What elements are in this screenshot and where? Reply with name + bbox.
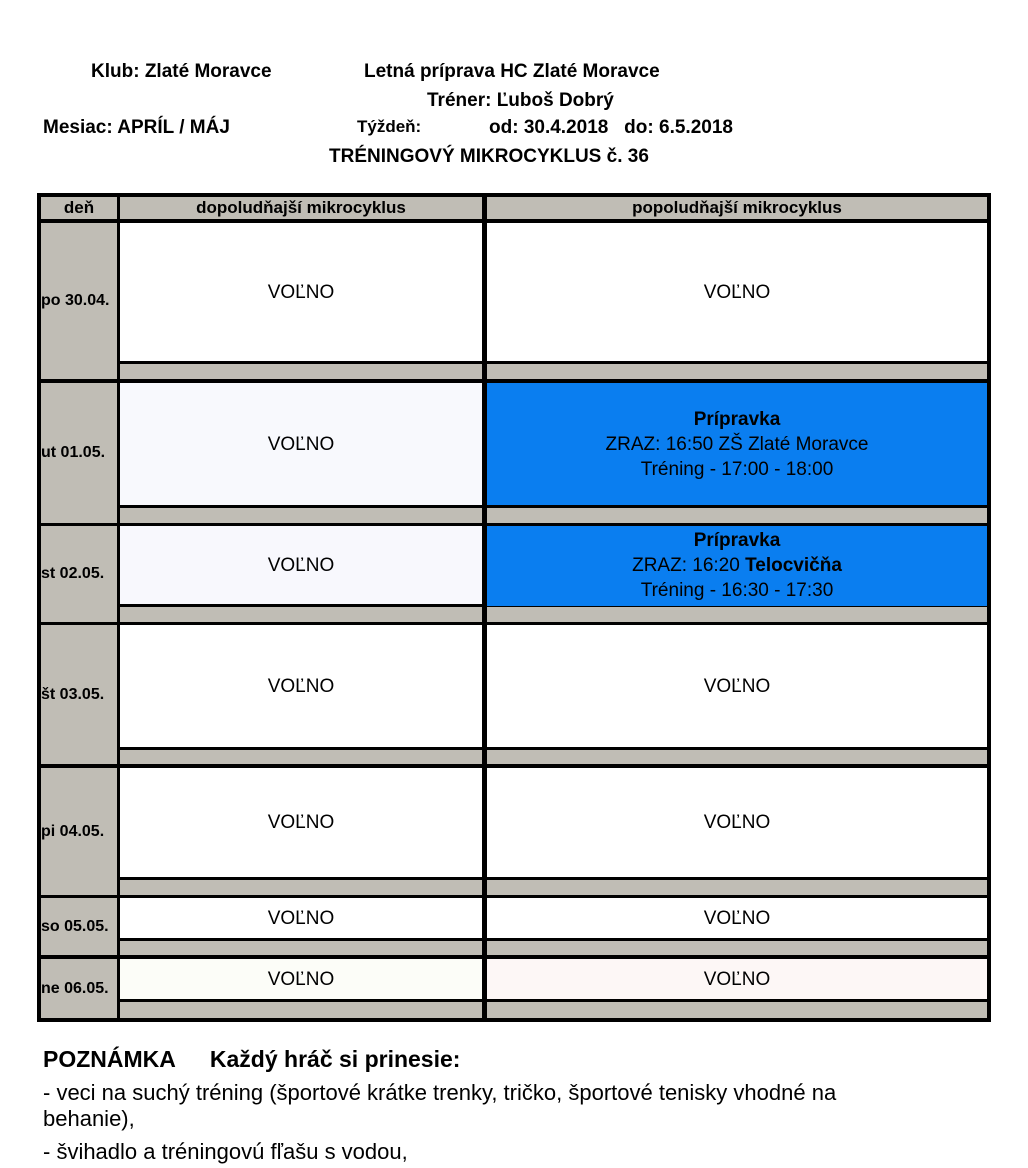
day-label: ne 06.05. (41, 979, 109, 997)
day-cell (41, 898, 117, 955)
day-label: po 30.04. (41, 292, 110, 309)
morning-cell (120, 383, 482, 505)
afternoon-training-cell (487, 383, 987, 505)
row-strip (120, 880, 482, 895)
day-label: ut 01.05. (41, 444, 106, 461)
day-cell (41, 526, 117, 622)
row-strip (120, 1002, 482, 1018)
day-cell (41, 768, 117, 895)
day-cell (41, 625, 117, 764)
day-label: st 02.05. (41, 565, 105, 582)
afternoon-training-cell (487, 526, 987, 606)
afternoon-cell (487, 959, 987, 999)
note-label: POZNÁMKA (43, 1046, 176, 1072)
training-title: Prípravka (693, 408, 781, 430)
col-header-day: deň (41, 197, 117, 219)
venue-name: Telocvičňa (745, 555, 842, 576)
training-time: Tréning - 16:30 - 17:30 (640, 580, 834, 601)
morning-cell (120, 526, 482, 604)
activity-text: VOĽNO (267, 907, 335, 929)
note-line: - švihadlo a tréningovú fľašu s vodou, (43, 1139, 408, 1164)
afternoon-cell (487, 768, 987, 877)
activity-text: VOĽNO (703, 968, 771, 990)
day-cell (41, 959, 117, 1018)
afternoon-cell (487, 898, 987, 938)
activity-text: VOĽNO (703, 281, 771, 303)
row-strip (487, 750, 987, 764)
morning-cell (120, 625, 482, 747)
row-strip (120, 508, 482, 523)
col-header-afternoon: popoludňajší mikrocyklus (487, 197, 987, 219)
afternoon-cell (487, 625, 987, 747)
club-label: Klub: Zlaté Moravce (91, 61, 272, 82)
camp-title: Letná príprava HC Zlaté Moravce (364, 61, 660, 82)
row-strip (487, 1002, 987, 1018)
training-title: Prípravka (693, 530, 781, 551)
meeting-info: ZRAZ: 16:20 Telocvičňa (632, 555, 842, 576)
row-strip (487, 941, 987, 955)
month-label: Mesiac: APRÍL / MÁJ (43, 117, 230, 138)
note-heading (43, 1046, 460, 1072)
day-label: so 05.05. (41, 917, 109, 935)
activity-text: VOĽNO (267, 554, 335, 576)
row-strip (487, 607, 987, 622)
training-time: Tréning - 17:00 - 18:00 (640, 458, 834, 480)
day-label: pi 04.05. (41, 822, 105, 840)
row-strip (487, 880, 987, 895)
activity-text: VOĽNO (703, 907, 771, 929)
week-range: od: 30.4.2018 do: 6.5.2018 (489, 117, 733, 138)
morning-cell (120, 768, 482, 877)
row-strip (487, 364, 987, 379)
activity-text: VOĽNO (267, 675, 335, 697)
coach-label: Tréner: Ľuboš Dobrý (427, 90, 614, 111)
activity-text: VOĽNO (267, 281, 335, 303)
row-strip (120, 750, 482, 764)
activity-text: VOĽNO (703, 675, 771, 697)
activity-text: VOĽNO (267, 968, 335, 990)
morning-cell (120, 223, 482, 361)
row-strip (487, 508, 987, 523)
activity-text: VOĽNO (267, 433, 335, 455)
row-strip (120, 364, 482, 379)
row-strip (120, 941, 482, 955)
note-line: behanie), (43, 1106, 135, 1131)
morning-cell (120, 898, 482, 938)
activity-text: VOĽNO (267, 812, 335, 833)
morning-cell (120, 959, 482, 999)
note-line: - veci na suchý tréning (športové krátke trenky, tričko, športové tenisky vhodné na (43, 1080, 837, 1105)
row-strip (120, 607, 482, 622)
activity-text: VOĽNO (703, 812, 771, 833)
afternoon-cell (487, 223, 987, 361)
day-cell (41, 223, 117, 379)
meeting-info: ZRAZ: 16:50 ZŠ Zlaté Moravce (605, 433, 869, 455)
day-cell (41, 383, 117, 523)
day-label: št 03.05. (41, 685, 105, 703)
microcycle-title: TRÉNINGOVÝ MIKROCYKLUS č. 36 (329, 146, 649, 167)
note-intro: Každý hráč si prinesie: (209, 1046, 461, 1072)
week-label: Týždeň: (357, 117, 422, 136)
schedule-table (37, 193, 991, 1022)
col-header-morning: dopoludňajší mikrocyklus (120, 197, 482, 219)
